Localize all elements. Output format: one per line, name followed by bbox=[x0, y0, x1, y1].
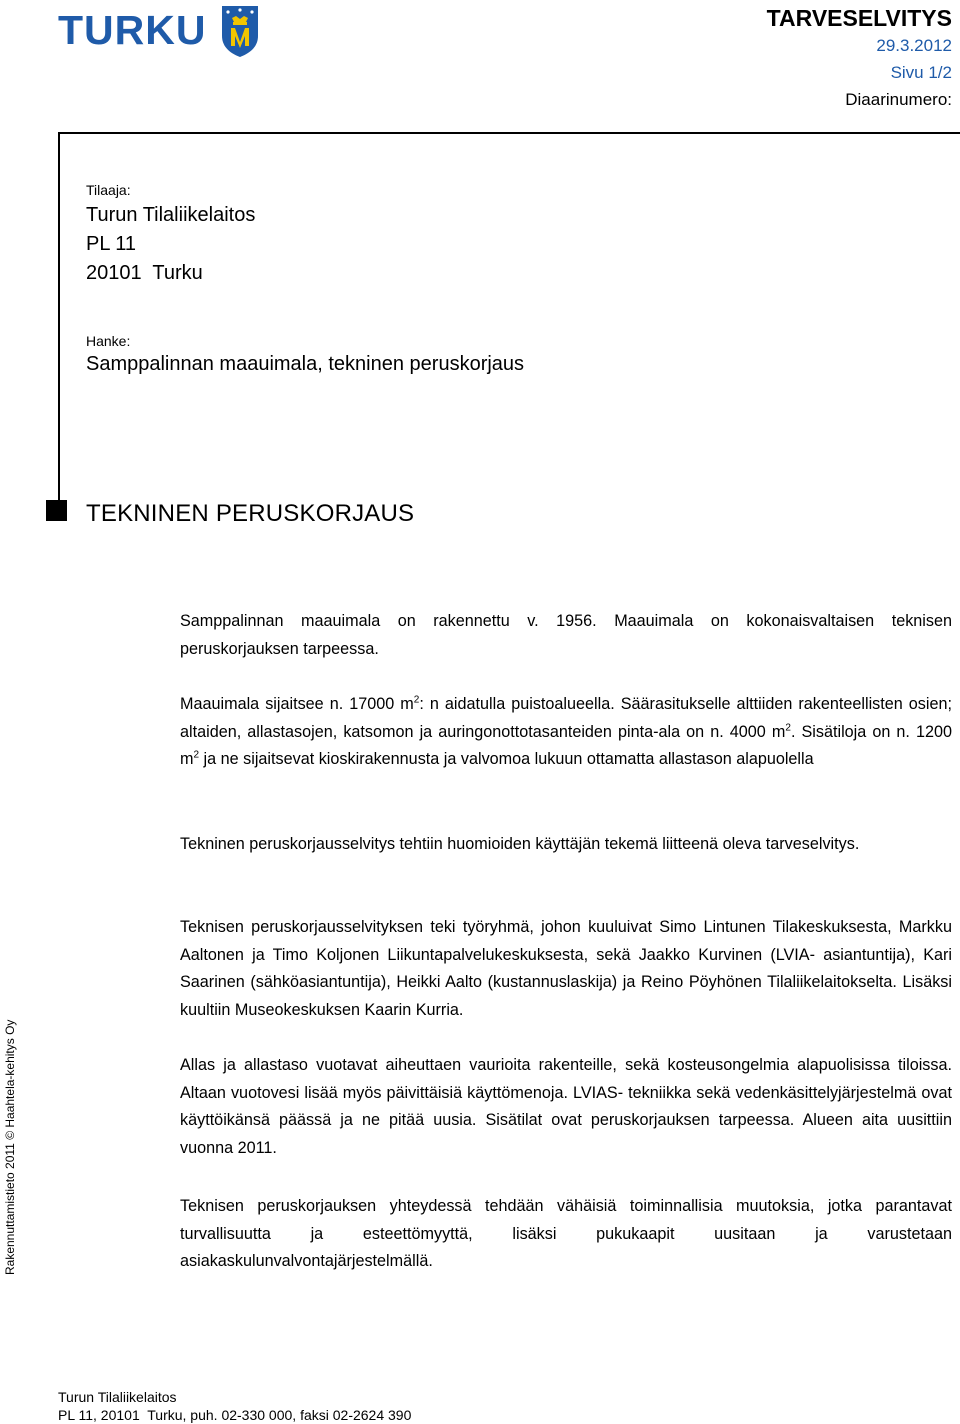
logo-wordmark: TURKU bbox=[58, 6, 207, 53]
frame-horizontal-rule bbox=[58, 132, 960, 134]
coat-of-arms-icon bbox=[220, 2, 260, 58]
section-title: TEKNINEN PERUSKORJAUS bbox=[86, 500, 415, 527]
page-number: Sivu 1/2 bbox=[890, 63, 952, 82]
client-address-2: 20101 Turku bbox=[86, 262, 203, 284]
client-name: Turun Tilaliikelaitos bbox=[86, 204, 256, 226]
paragraph-6: Teknisen peruskorjauksen yhteydessä tehdään vähäisiä toiminnallisia muutoksia, jotka parantavat turvallisuutta ja esteettömyyttä, lisäksi pukukaapit uusitaan ja varustetaan asiakaskulunvalvontajärjestelmällä. bbox=[180, 1197, 952, 1270]
paragraph-2 bbox=[180, 691, 952, 774]
record-number: Diaarinumero: bbox=[845, 90, 952, 109]
superscript-1: 2 bbox=[413, 694, 420, 706]
paragraph-4: Teknisen peruskorjausselvityksen teki työryhmä, johon kuuluivat Simo Lintunen Tilakeskuksesta, Markku Aaltonen ja Timo Koljonen Liikuntapalvelukeskuksesta, sekä Jaakko Kurvinen (LVIA- asiantuntija), Kari Saarinen (sähköasiantuntija), Heikki Aalto (kustannuslaskija) ja Reino Pöyhönen Tilaliikelaitokselta. Lisäksi kuultiin Museokeskuksen Kaarin Kurria. bbox=[180, 918, 952, 1019]
section-bullet bbox=[46, 500, 67, 521]
document-date: 29.3.2012 bbox=[876, 36, 952, 55]
footer-line-1: Turun Tilaliikelaitos bbox=[58, 1389, 177, 1405]
frame-vertical-rule bbox=[58, 132, 60, 507]
project-name: Samppalinnan maauimala, tekninen peruskorjaus bbox=[86, 353, 525, 375]
paragraph-2-part-a: Maauimala sijaitsee n. 17000 m bbox=[180, 695, 414, 713]
client-address-1: PL 11 bbox=[86, 233, 137, 255]
paragraph-3: Tekninen peruskorjausselvitys tehtiin huomioiden käyttäjän tekemä liitteenä oleva tarveselvitys. bbox=[180, 835, 860, 853]
superscript-2: 2 bbox=[785, 722, 791, 734]
footer bbox=[58, 1388, 411, 1424]
paragraph-2-part-c: . Sisätiloja on n. 1200 m bbox=[180, 722, 952, 768]
document-header-info bbox=[767, 4, 952, 113]
paragraph-2-part-d: ja ne sijaitsevat kioskirakennusta ja valvomoa lukuun ottamatta allastason alapuolella bbox=[199, 750, 814, 768]
project-label: Hanke: bbox=[86, 333, 131, 349]
paragraph-5: Allas ja allastaso vuotavat aiheuttaen vaurioita rakenteille, sekä kosteusongelmia alapuolisissa tiloissa. Altaan vuotovesi lisää myös päivittäisiä käyttömenoja. LVIAS- tekniikka sekä vedenkäsittelyjärjestelmä ovat käyttöikänsä päässä ja ne pitää uusia. Sisätilat ovat peruskorjauksen tarpeessa. Alueen aita uusittiin vuonna 2011. bbox=[180, 1056, 952, 1157]
paragraph-1: Samppalinnan maauimala on rakennettu v. 1956. Maauimala on kokonaisvaltaisen teknisen peruskorjauksen tarpeessa. bbox=[180, 612, 952, 658]
turku-logo bbox=[58, 0, 260, 60]
superscript-3: 2 bbox=[193, 749, 200, 761]
side-copyright-text: Rakennuttamistieto 2011 © Haahtela-kehitys Oy bbox=[3, 1019, 17, 1275]
paragraph-2-part-b: : n aidatulla puistoalueella. Säärasitukselle alttiiden rakenteellisten osien; altaiden, allastasojen, katsomon ja auringonottotasanteiden pinta-ala on n. 4000 m bbox=[180, 695, 952, 741]
client-label: Tilaaja: bbox=[86, 182, 131, 198]
footer-line-2: PL 11, 20101 Turku, puh. 02-330 000, faksi 02-2624 390 bbox=[58, 1407, 412, 1423]
document-type: TARVESELVITYS bbox=[766, 5, 952, 31]
